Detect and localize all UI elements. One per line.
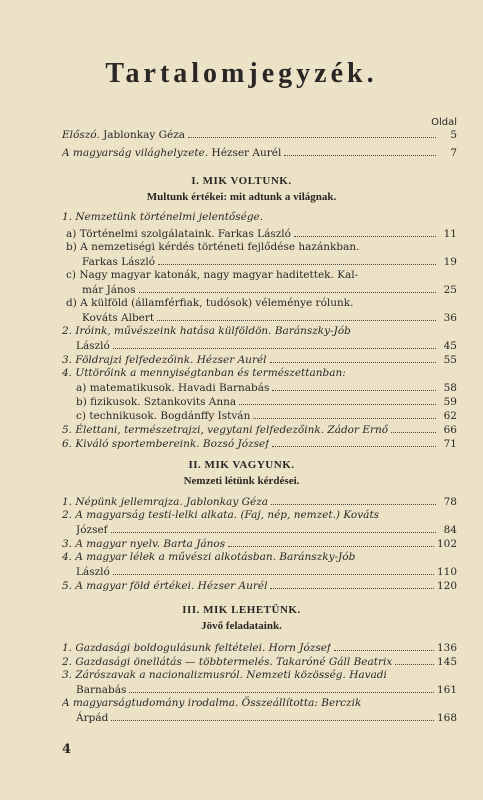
leader-dots — [395, 654, 434, 665]
section-heading-3: III. MIK LEHETÜNK. — [182, 604, 301, 616]
leader-dots — [391, 422, 436, 433]
toc-entry[interactable]: a) Történelmi szolgálataink. Farkas László 11 — [66, 228, 457, 240]
leader-dots — [270, 578, 433, 589]
toc-entry: d) A külföld (államférfiak, tudósok) véleménye rólunk. — [66, 297, 354, 309]
leader-dots — [284, 145, 436, 156]
leader-dots — [129, 682, 434, 693]
toc-entry[interactable]: 3. A magyar nyelv. Barta János 102 — [62, 538, 457, 550]
toc-entry: c) Nagy magyar katonák, nagy magyar haditettek. Kal- — [66, 269, 359, 281]
leader-dots — [253, 408, 436, 419]
leader-dots — [113, 338, 436, 349]
toc-entry-eloszo[interactable]: Előszó. Jablonkay Géza 5 — [62, 129, 457, 141]
page-ref: 5 — [450, 129, 457, 141]
leader-dots — [158, 254, 436, 265]
section-subheading-3: Jövő feladataink. — [201, 620, 282, 632]
toc-entry-vilaghelyzet[interactable]: A magyarság világhelyzete. Hézser Aurél 7 — [62, 147, 457, 159]
toc-entry[interactable]: már János 25 — [82, 284, 457, 296]
leader-dots — [294, 226, 436, 237]
leader-dots — [139, 282, 436, 293]
section-subheading-2: Nemzeti létünk kérdései. — [183, 475, 300, 487]
page-title: Tartalomjegyzék. — [105, 58, 378, 89]
toc-entry[interactable]: a) matematikusok. Havadi Barnabás 58 — [76, 382, 457, 394]
toc-entry: b) A nemzetiségi kérdés történeti fejlődése hazánkban. — [66, 241, 360, 253]
toc-entry[interactable]: Kováts Albert 36 — [82, 312, 457, 324]
toc-entry: 1. Nemzetünk történelmi jelentősége. — [62, 211, 264, 223]
toc-entry: 4. Uttörőink a mennyiségtanban és természettanban: — [62, 367, 346, 379]
leader-dots — [228, 536, 434, 547]
toc-entry[interactable]: b) fizikusok. Sztankovits Anna 59 — [76, 396, 457, 408]
section-heading-2: II. MIK VAGYUNK. — [188, 459, 295, 471]
toc-entry: 2. A magyarság testi-lelki alkata. (Faj, nép, nemzet.) Kováts — [62, 509, 380, 521]
toc-entry: A magyarságtudomány irodalma. Összeállította: Berczik — [62, 697, 362, 709]
toc-entry[interactable]: 2. Gazdasági önellátás — többtermelés. Takaróné Gáll Beatrix 145 — [62, 656, 457, 668]
leader-dots — [334, 640, 434, 651]
section-heading-1: I. MIK VOLTUNK. — [191, 175, 292, 187]
leader-dots — [113, 564, 434, 575]
toc-entry: 4. A magyar lélek a művészi alkotásban. Baránszky-Jób — [62, 551, 356, 563]
toc-entry[interactable]: Farkas László 19 — [82, 256, 457, 268]
leader-dots — [157, 310, 436, 321]
toc-entry[interactable]: László 45 — [76, 340, 457, 352]
toc-entry[interactable]: 5. Élettani, természetrajzi, vegytani felfedezőink. Zádor Ernő 66 — [62, 424, 457, 436]
leader-dots — [272, 380, 436, 391]
leader-dots — [272, 436, 436, 447]
page-ref: 7 — [450, 147, 457, 159]
toc-entry[interactable]: Barnabás 161 — [76, 684, 457, 696]
leader-dots — [270, 352, 436, 363]
toc-entry[interactable]: 6. Kiváló sportembereink. Bozsó József 71 — [62, 438, 457, 450]
toc-entry[interactable]: Árpád 168 — [76, 712, 457, 724]
toc-entry: 3. Zárószavak a nacionalizmusról. Nemzeti közösség. Havadi — [62, 669, 387, 681]
leader-dots — [111, 710, 434, 721]
leader-dots — [239, 394, 436, 405]
toc-entry[interactable]: 1. Népünk jellemrajza. Jablonkay Géza 78 — [62, 496, 457, 508]
toc-entry[interactable]: 3. Földrajzi felfedezőink. Hézser Aurél 55 — [62, 354, 457, 366]
toc-entry[interactable]: László 110 — [76, 566, 457, 578]
toc-entry[interactable]: József 84 — [76, 524, 457, 536]
leader-dots — [271, 494, 436, 505]
toc-entry: 2. Iróink, művészeink hatása külföldön. Baránszky-Jób — [62, 325, 351, 337]
leader-dots — [111, 522, 436, 533]
leader-dots — [188, 127, 436, 138]
toc-entry[interactable]: 5. A magyar föld értékei. Hézser Aurél 120 — [62, 580, 457, 592]
toc-entry[interactable]: 1. Gazdasági boldogulásunk feltételei. Horn József 136 — [62, 642, 457, 654]
toc-entry[interactable]: c) technikusok. Bogdánffy István 62 — [76, 410, 457, 422]
page-column-header: Oldal — [431, 117, 457, 128]
page-number: 4 — [62, 742, 72, 757]
section-subheading-1: Multunk értékei: mit adtunk a világnak. — [146, 191, 337, 203]
